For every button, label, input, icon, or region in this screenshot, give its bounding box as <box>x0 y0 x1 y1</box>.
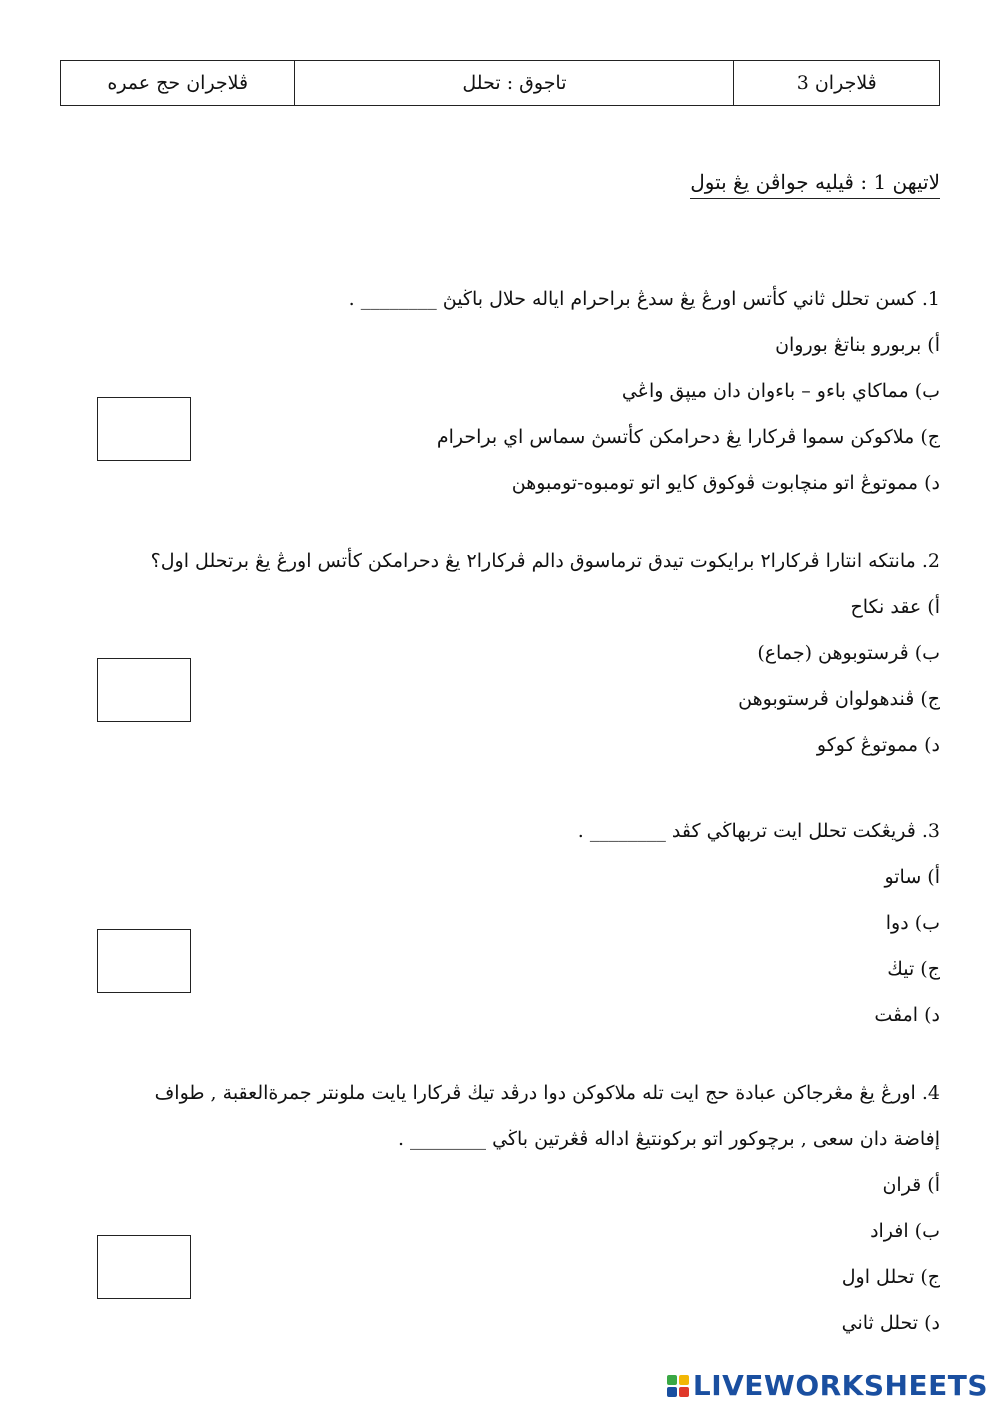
question-1-option-a: أ) بربورو بناتڠ بوروان <box>775 334 940 356</box>
liveworksheets-logo-text: LIVEWORKSHEETS <box>692 1369 988 1402</box>
question-4-option-b: ب) افراد <box>870 1220 940 1242</box>
liveworksheets-logo-icon <box>667 1375 689 1397</box>
question-1-option-b: ب) مماكاي باءو – باءوان دان ميپق واڠي <box>621 380 940 402</box>
question-4-text-line-1: 4. اورڠ يڠ مڠرجاكن عبادة حج ايت تله ملاكوكن دوا درڤد تيڬ ڤركارا يايت ملونتر جمرةالعقبة , طواف <box>154 1082 940 1104</box>
question-4-option-a: أ) قران <box>882 1174 940 1196</box>
question-3-answer-box[interactable] <box>97 929 191 993</box>
question-3-option-a: أ) ساتو <box>884 866 940 888</box>
question-2 <box>60 538 940 768</box>
question-3-text: 3. ڤريڠكت تحلل ايت تربهاڬي كڤد ________ . <box>577 820 940 842</box>
liveworksheets-logo <box>667 1369 988 1402</box>
question-3-option-c: ج) تيڬ <box>887 958 940 980</box>
question-2-option-c: ج) ڤندهولوان ڤرستوبوهن <box>738 688 940 710</box>
question-2-text: 2. مانتكه انتارا ڤركارا٢ برايكوت تيدق ترماسوق دالم ڤركارا٢ يڠ دحرامكن كأتس اورڠ يڠ برتحلل اول؟ <box>150 550 940 572</box>
question-1-option-c: ج) ملاكوكن سموا ڤركارا يڠ دحرامكن كأتسڽ سماس اي براحرام <box>436 426 940 448</box>
question-4-answer-box[interactable] <box>97 1235 191 1299</box>
header-topic-cell: تاجوق : تحلل <box>294 61 733 105</box>
question-1-text: 1. كسن تحلل ثاني كأتس اورڠ يڠ سدڠ براحرام اياله حلال باڬيڽ ________ . <box>348 288 940 310</box>
header-lesson-cell: ڤلاجران 3 <box>733 61 939 105</box>
question-2-option-a: أ) عقد نكاح <box>850 596 940 618</box>
question-4-option-d: د) تحلل ثاني <box>841 1312 940 1334</box>
question-2-option-d: د) مموتوڠ كوكو <box>816 734 940 756</box>
question-2-answer-box[interactable] <box>97 658 191 722</box>
question-1 <box>60 276 940 506</box>
question-3-option-b: ب) دوا <box>885 912 940 934</box>
question-4-text-line-2: إفاضة دان سعى , برچوكور اتو برکونتيڠ اداله ڤڠرتين باڬي ________ . <box>397 1128 940 1150</box>
question-4-option-c: ج) تحلل اول <box>841 1266 940 1288</box>
section-title: لاتيهن 1 : ڤيليه جواڤن يڠ بتول <box>690 170 940 199</box>
question-3-option-d: د) امڤت <box>874 1004 940 1026</box>
question-1-option-d: د) مموتوڠ اتو منچابوت ڤوكوق كايو اتو تومبوه-تومبوهن <box>511 472 940 494</box>
header-session-cell: ڤلاجران حج عمره <box>107 72 249 94</box>
header-table <box>60 60 940 106</box>
question-3 <box>60 808 940 1038</box>
question-4 <box>60 1070 940 1346</box>
question-2-option-b: ب) ڤرستوبوهن (جماع) <box>757 642 940 664</box>
question-1-answer-box[interactable] <box>97 397 191 461</box>
